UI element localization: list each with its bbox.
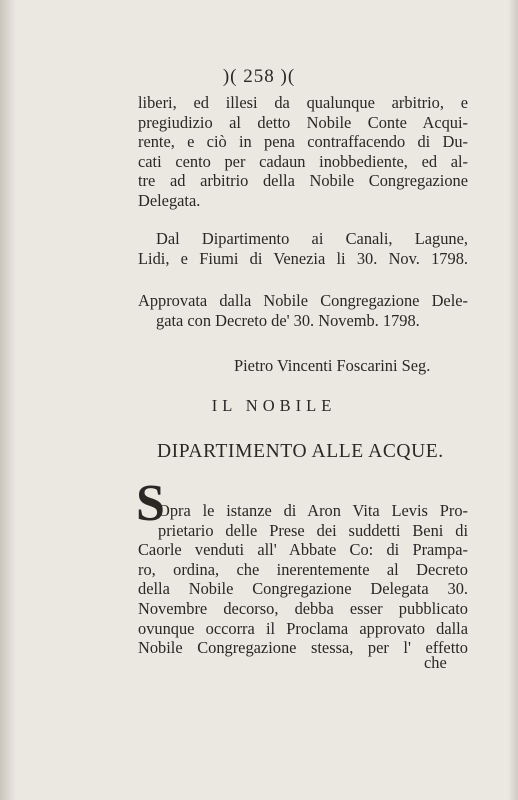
text-line: Dal Dipartimento ai Canali, Lagune, (156, 229, 468, 248)
decree-paragraph (138, 501, 468, 658)
text-line: gata con Decreto de' 30. Novemb. 1798. (156, 310, 420, 330)
text-line: della Nobile Congregazione Delegata 30. (138, 579, 468, 599)
text-line: Delegata. (138, 190, 201, 210)
text-line: Nobile Congregazione stessa, per l' effetto (138, 638, 468, 658)
heading-il-nobile: IL NOBILE (211, 396, 337, 415)
text-line: Opra le istanze di Aron Vita Levis Pro- (158, 501, 468, 520)
text-line: tre ad arbitrio della Nobile Congregazione (138, 171, 468, 190)
text-line: rente, e ciò in pena contraffacendo di Du- (138, 132, 468, 151)
text-line: ovunque occorra il Proclama approvato dalla (138, 618, 468, 638)
text-line: pregiudizio al detto Nobile Conte Acqui- (138, 112, 468, 132)
signature-line: Pietro Vincenti Foscarini Seg. (234, 356, 431, 375)
text-line: liberi, ed illesi da qualunque arbitrio, e (138, 93, 468, 112)
text-line: prietario delle Prese dei suddetti Beni di (158, 520, 468, 540)
text-line: ro, ordina, che inerentemente al Decreto (138, 559, 468, 579)
heading-dipartimento: DIPARTIMENTO ALLE ACQUE. (157, 441, 444, 462)
dateline-paragraph (138, 229, 468, 268)
text-line: Novembre decorso, debba esser pubblicato (138, 598, 468, 618)
page-number-header: )( 258 )( (222, 66, 296, 87)
closing-paragraph (138, 93, 468, 210)
text-line: Caorle venduti all' Abbate Co: di Prampa- (138, 540, 468, 560)
catchword: che (424, 653, 447, 672)
drop-cap: S (136, 475, 165, 532)
text-line: cati cento per cadaun inobbediente, ed al- (138, 151, 468, 171)
text-line: Lidi, e Fiumi di Venezia li 30. Nov. 1798. (138, 248, 468, 268)
text-line: Approvata dalla Nobile Congregazione Dele- (138, 291, 468, 310)
approval-paragraph (138, 291, 468, 330)
